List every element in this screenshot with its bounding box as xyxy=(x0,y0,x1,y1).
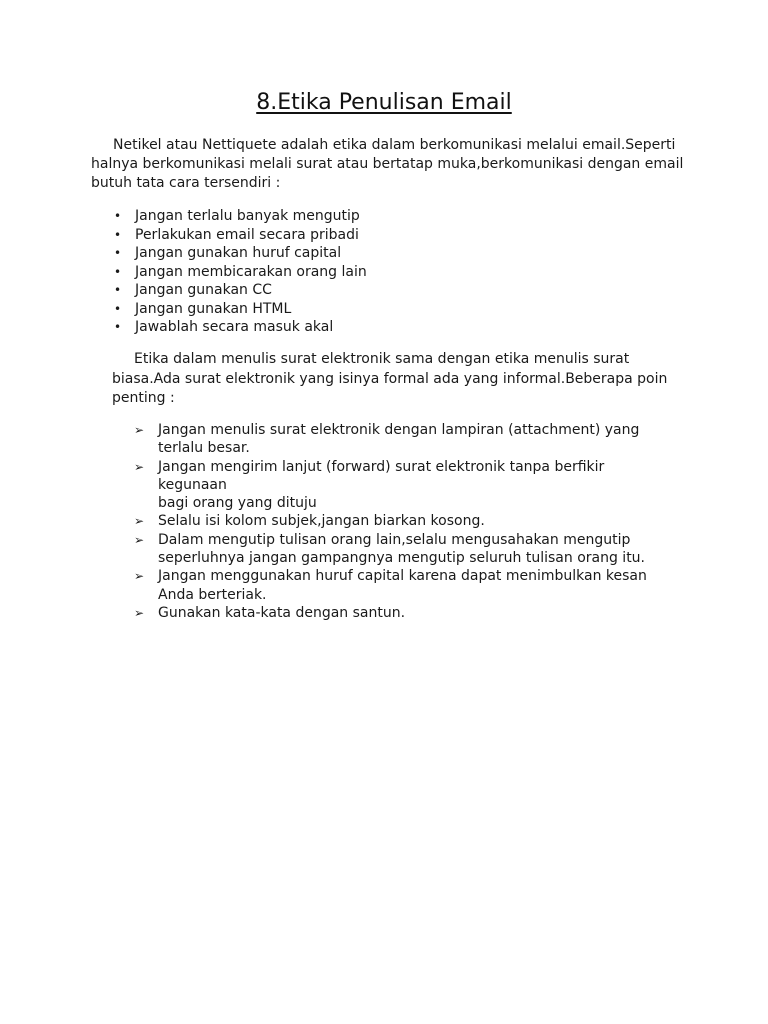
bullet-icon: • xyxy=(114,301,122,316)
list-item-text-continued: bagi orang yang dituju xyxy=(158,495,317,512)
list-item xyxy=(111,300,367,319)
arrow-bullet-icon: ➢ xyxy=(134,569,145,584)
list-item-text: Jangan mengirim lanjut (forward) surat elektronik tanpa berfikir kegunaan xyxy=(158,458,605,493)
second-paragraph: Etika dalam menulis surat elektronik sama dengan etika menulis surat biasa.Ada surat elektronik yang isinya formal ada yang informal.Beberapa poin penting : xyxy=(112,351,668,406)
list-item-text: Gunakan kata-kata dengan santun. xyxy=(158,604,406,621)
bullet-icon: • xyxy=(114,246,122,260)
arrow-bullet-icon: ➢ xyxy=(134,532,145,547)
list-item xyxy=(111,281,367,300)
arrow-bullet-icon: ➢ xyxy=(134,514,145,529)
list-item xyxy=(134,421,654,458)
list-item-text: Jangan menggunakan huruf capital karena dapat menimbulkan kesan xyxy=(158,568,647,585)
bullet-icon: • xyxy=(114,227,122,242)
list-item-text: Jangan gunakan CC xyxy=(135,282,272,298)
list-item-text: Jangan gunakan HTML xyxy=(135,300,292,317)
page-title: 8.Etika Penulisan Email xyxy=(256,90,512,115)
list-item-text: Jangan gunakan huruf capital xyxy=(135,245,342,261)
list-item xyxy=(134,512,654,530)
bullet-icon: • xyxy=(114,283,122,297)
list-item-text: Jangan terlalu banyak mengutip xyxy=(135,208,360,224)
list-item xyxy=(134,458,654,513)
list-item-text-continued: terlalu besar. xyxy=(158,440,250,457)
list-item-text-continued: seperluhnya jangan gampangnya mengutip seluruh tulisan orang itu. xyxy=(158,550,646,567)
list-item xyxy=(111,318,367,337)
list-item xyxy=(111,226,367,245)
intro-paragraph: Netikel atau Nettiquete adalah etika dalam berkomunikasi melalui email.Seperti halnya berkomunikasi melali surat atau bertatap muka,berkomunikasi dengan email butuh tata cara tersendiri : xyxy=(91,137,684,191)
list-item xyxy=(134,567,654,604)
list-item xyxy=(134,531,654,568)
list-item-text: Jangan membicarakan orang lain xyxy=(135,263,367,280)
arrow-bullet-icon: ➢ xyxy=(134,605,145,620)
list-item-text: Selalu isi kolom subjek,jangan biarkan kosong. xyxy=(158,513,485,530)
list-item-text: Dalam mengutip tulisan orang lain,selalu mengusahakan mengutip xyxy=(158,531,631,548)
bullet-icon: • xyxy=(114,264,122,279)
list-item xyxy=(111,263,367,282)
bullet-icon: • xyxy=(114,209,122,223)
list-item xyxy=(111,207,367,226)
arrow-bullet-icon: ➢ xyxy=(134,423,145,437)
list-item-text: Perlakukan email secara pribadi xyxy=(135,226,359,243)
list-item-text-continued: Anda berteriak. xyxy=(158,586,267,603)
arrow-bullet-icon: ➢ xyxy=(134,459,145,474)
list-item-text: Jawablah secara masuk akal xyxy=(135,319,334,335)
list-item xyxy=(134,604,654,622)
bullet-icon: • xyxy=(114,320,122,334)
list-item-text: Jangan menulis surat elektronik dengan lampiran (attachment) yang xyxy=(158,422,640,438)
list-item xyxy=(111,244,367,263)
etiquette-bullet-list xyxy=(111,207,367,337)
important-points-list xyxy=(134,421,654,622)
